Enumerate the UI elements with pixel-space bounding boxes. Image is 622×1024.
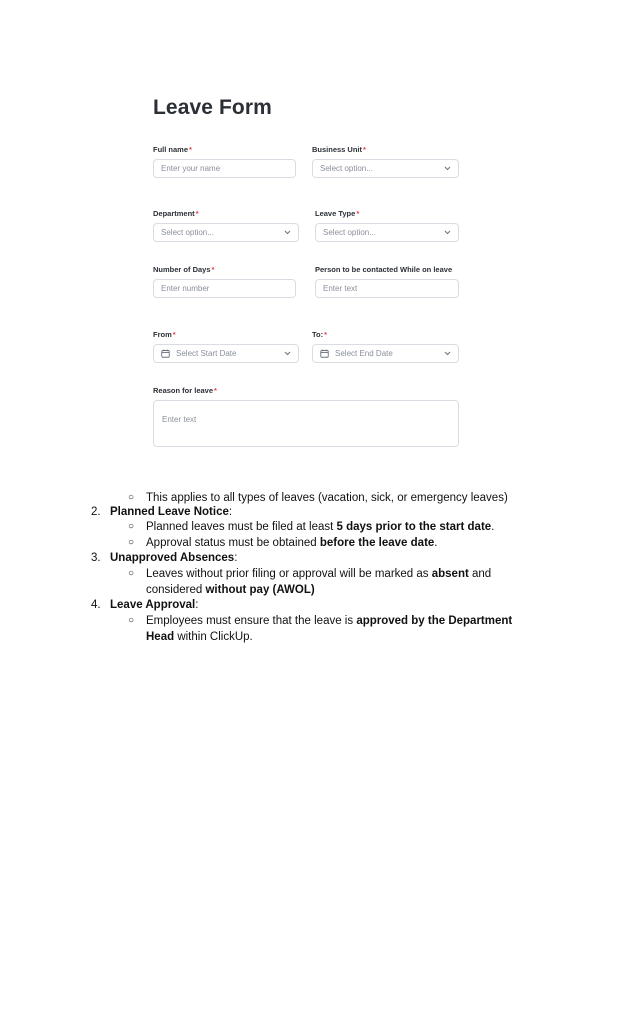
leave-type-select[interactable] xyxy=(315,223,459,242)
from-date-picker[interactable] xyxy=(153,344,299,363)
leave-type-label: Leave Type* xyxy=(315,209,360,218)
contact-person-input[interactable] xyxy=(315,279,459,298)
reason-textarea[interactable] xyxy=(153,400,459,447)
sub-bullet: ○ xyxy=(128,492,135,503)
number-of-days-placeholder: Enter number xyxy=(161,284,210,293)
from-label: From* xyxy=(153,330,176,339)
item2-sub2: Approval status must be obtained before the leave date. xyxy=(146,537,438,549)
full-name-label: Full name* xyxy=(153,145,192,154)
number-of-days-label: Number of Days* xyxy=(153,265,215,274)
item2-heading: Planned Leave Notice: xyxy=(110,506,233,518)
full-name-input[interactable] xyxy=(153,159,296,178)
form-title: Leave Form xyxy=(153,96,272,119)
item4-heading: Leave Approval: xyxy=(110,599,199,611)
business-unit-label: Business Unit* xyxy=(312,145,366,154)
chevron-down-icon xyxy=(283,229,291,237)
chevron-down-icon xyxy=(443,229,451,237)
business-unit-select[interactable] xyxy=(312,159,459,178)
reason-placeholder: Enter text xyxy=(162,415,197,424)
item4-sub1: Employees must ensure that the leave is approved by the Department xyxy=(146,615,513,627)
chevron-down-icon xyxy=(443,165,451,173)
item3-number: 3. xyxy=(91,552,101,564)
item2-number: 2. xyxy=(91,506,101,518)
reason-label: Reason for leave* xyxy=(153,386,217,395)
calendar-icon xyxy=(320,349,329,358)
sub-bullet: ○ xyxy=(128,615,135,626)
business-unit-placeholder: Select option... xyxy=(320,164,373,173)
department-select[interactable] xyxy=(153,223,299,242)
leave-type-placeholder: Select option... xyxy=(323,228,376,237)
number-of-days-input[interactable] xyxy=(153,279,296,298)
from-date-placeholder: Select Start Date xyxy=(176,349,237,358)
item4-sub1-line2: Head within ClickUp. xyxy=(146,631,253,643)
item3-sub1: Leaves without prior filing or approval will be marked as absent and xyxy=(146,568,492,580)
item3-sub1-line2: considered without pay (AWOL) xyxy=(146,584,315,596)
leave-form xyxy=(0,0,622,470)
to-date-placeholder: Select End Date xyxy=(335,349,393,358)
item4-number: 4. xyxy=(91,599,101,611)
item1-sub1: This applies to all types of leaves (vacation, sick, or emergency leaves) xyxy=(146,492,508,504)
to-label: To:* xyxy=(312,330,328,339)
department-label: Department* xyxy=(153,209,199,218)
calendar-icon xyxy=(161,349,170,358)
sub-bullet: ○ xyxy=(128,521,135,532)
contact-person-placeholder: Enter text xyxy=(323,284,358,293)
chevron-down-icon xyxy=(283,350,291,358)
sub-bullet: ○ xyxy=(128,568,135,579)
department-placeholder: Select option... xyxy=(161,228,214,237)
to-date-picker[interactable] xyxy=(312,344,459,363)
contact-person-label: Person to be contacted While on leave xyxy=(315,265,453,274)
full-name-placeholder: Enter your name xyxy=(161,164,221,173)
chevron-down-icon xyxy=(443,350,451,358)
sub-bullet: ○ xyxy=(128,537,135,548)
item2-sub1: Planned leaves must be filed at least 5 days prior to the start date. xyxy=(146,521,495,533)
item3-heading: Unapproved Absences: xyxy=(110,552,238,564)
